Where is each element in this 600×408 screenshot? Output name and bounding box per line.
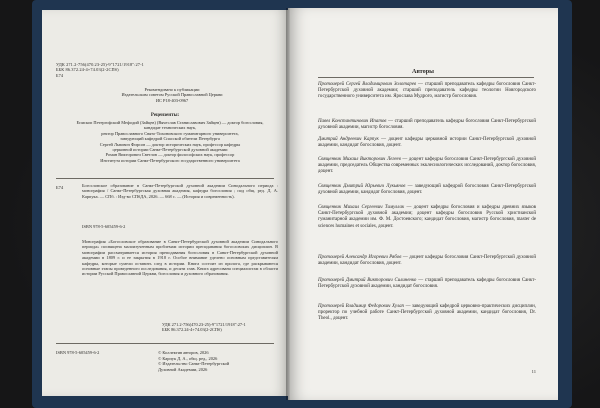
copyright-line: © Коллектив авторов, 2026: [158, 350, 209, 355]
copyright-line: © Карпук Д. А., общ. ред., 2026: [158, 355, 218, 361]
right-page: [288, 8, 558, 400]
author-entry: [318, 278, 536, 290]
author-entry: [318, 304, 536, 323]
author-name: Священник Михаил Сергеевич Тимуллак: [318, 205, 405, 210]
bottom-udk: УДК 271.2-756(470.23-25)-9"1721/1918":27-1: [162, 322, 246, 327]
author-code: Б74: [56, 72, 64, 78]
author-text: — старший преподаватель кафедры богословия Санкт-Петербургской духовной академии, магистр богословия.: [318, 119, 536, 131]
copyright-block: [158, 350, 284, 372]
authors-title: Авторы: [412, 68, 434, 75]
recommend-line-3: ИС Р18-403-0967: [155, 97, 189, 103]
author-name: Священник Дмитрий Юрьевич Лукьянов: [318, 184, 406, 189]
reviewer-line: Роман Викторович Светлов — доктор философских наук, профессор: [105, 152, 235, 158]
author-entry: [318, 82, 536, 101]
author-name: Священник Михаил Викторович Легеев: [318, 157, 401, 162]
reviewers-title: Рецензенты:: [150, 113, 180, 118]
author-text: — доцент кафедры богословия Санкт-Петербургской духовной академии, председатель Общества современных экклесиологических исследований, доктор богословия, доцент.: [318, 157, 536, 175]
author-text: — старший преподаватель кафедры богословия Санкт-Петербургской духовной академии, кандидат богословия.: [318, 278, 536, 290]
reviewer-line: заведующий кафедрой Спасской обители Петербурга: [120, 136, 220, 142]
author-entry: [318, 137, 536, 149]
isbn-bottom: ISBN 978-5-605459-6-2: [56, 350, 100, 355]
author-entry: [318, 255, 536, 267]
bbk-code: ББК 86.372.24-4+74.03(2-2СПб): [56, 67, 119, 73]
author-entry: [318, 184, 536, 196]
recommend-line-2: Издательским советом Русской Православной Церкви: [121, 92, 223, 98]
author-text: — заведующий кафедрой церковно-практических дисциплин, проректор по учебной работе Санкт-Петербургской духовной академии, кандидат богословия, Dr. Theol., доцент.: [318, 304, 536, 322]
author-name: Протоиерей Дмитрий Викторович Силиненко: [318, 278, 417, 283]
udk-code: УДК 271.2-756(470.23-25)-9"1721/1918":27-1: [56, 62, 144, 67]
reviewer-line: церковной истории Санкт-Петербургской духовной академии: [112, 147, 228, 153]
author-entry: [318, 205, 536, 230]
author-text: — доцент кафедры богословия Санкт-Петербургской духовной академии, кандидат богословия, доцент.: [318, 255, 536, 267]
copyright-line: Духовной Академии, 2026: [158, 366, 208, 372]
author-entry: [318, 157, 536, 176]
side-code: Б74: [56, 185, 64, 190]
bottom-bbk: ББК 86.372.24-4+74.03(2-2СПб): [162, 327, 222, 333]
author-name: Протоиерей Сергей Владимирович Золотарев: [318, 82, 417, 87]
reviewer-line: Епископ Петергофский Мефодий (Зайцев) (Вячеслав Станиславович Зайцев) — доктор богословия, кандидат технических наук,: [76, 120, 264, 131]
author-text: — доцент кафедры церковной истории Санкт-Петербургской духовной академии, кандидат богословия, доцент.: [318, 137, 536, 149]
author-text: — заведующий кафедрой богословия Санкт-Петербургской духовной академии, кандидат богословия, доцент.: [318, 184, 536, 196]
bottom-catalog-codes: [162, 322, 282, 333]
page-number: 11: [531, 369, 536, 374]
author-name: Дмитрий Андреевич Карпук: [318, 137, 379, 142]
isbn-middle: ISBN 978-5-605459-6-2: [82, 224, 126, 229]
author-name: Протоиерей Владимир Федорович Хулап: [318, 304, 405, 309]
author-name: Павел Константинович Ипатов: [318, 119, 387, 124]
reviewer-line: Института истории Санкт-Петербургского государственного университета: [100, 157, 240, 163]
author-text: — доцент кафедры богословия и кафедры древних языков Санкт-Петербургской духовной академии; доцент кафедры богословия Русской христианской гуманитарной академии им. Ф. М. Достоевского; кандидат богословия, магистр богословия, master de sciences humaines et sociales, доцент.: [318, 205, 536, 229]
bibliographic-description: Богословское образование в Санкт-Петербургской духовной академии Синодального периода : монография / Санкт-Петербургская духовная академия, кафедра богословия ; под общ. ред. Д. А. Карпука. — СПб. : Изд-во СПбДА, 2026. — 668 с. — (История и современность).: [82, 183, 278, 199]
catalog-codes: [56, 62, 276, 78]
recommendation-block: [82, 87, 262, 103]
copyright-line: © Издательство Санкт-Петербургской: [158, 361, 230, 367]
divider-rule: [56, 178, 274, 179]
book-gutter: [286, 8, 290, 400]
reviewer-line: ректор Православного Свято-Тихоновского гуманитарного университета,: [101, 130, 239, 136]
reviewer-line: Сергей Львович Фирсов — доктор исторических наук, профессор кафедры: [99, 141, 241, 147]
recommend-line-1: Рекомендовано к публикации: [144, 87, 200, 92]
author-name: Протоиерей Александр Игоревич Рябов: [318, 255, 402, 260]
left-page: [42, 10, 288, 396]
divider-rule-bottom: [56, 343, 274, 344]
authors-title-rule: [318, 77, 534, 78]
author-entry: [318, 119, 536, 131]
annotation-text: Монография «Богословское образование в Санкт-Петербургской духовной академии Синодального периода» посвящена малоизученным проблемам истории преподавания богословских дисциплин. В монографии рассматривается история преподавания богословия в Санкт-Петербургской духовной академии в 1809 г. и ее закрытия в 1918 г. Особое внимание уделено основным представителям кафедры, которые сумели оставить след в истории. Книга состоит из пролога, где раскрываются основные этапы проведенного исследования, и десяти глав. Книга адресована специалистам в области истории Русской Православной Церкви, богословия и духовного образования.: [82, 239, 278, 277]
reviewers-list: [70, 120, 270, 163]
author-text: — старший преподаватель кафедры богословия Санкт-Петербургской духовной академии; старший преподаватель кафедры теологии Новгородского государственного университета им. Ярослава Мудрого, магистр богословия.: [318, 82, 536, 100]
